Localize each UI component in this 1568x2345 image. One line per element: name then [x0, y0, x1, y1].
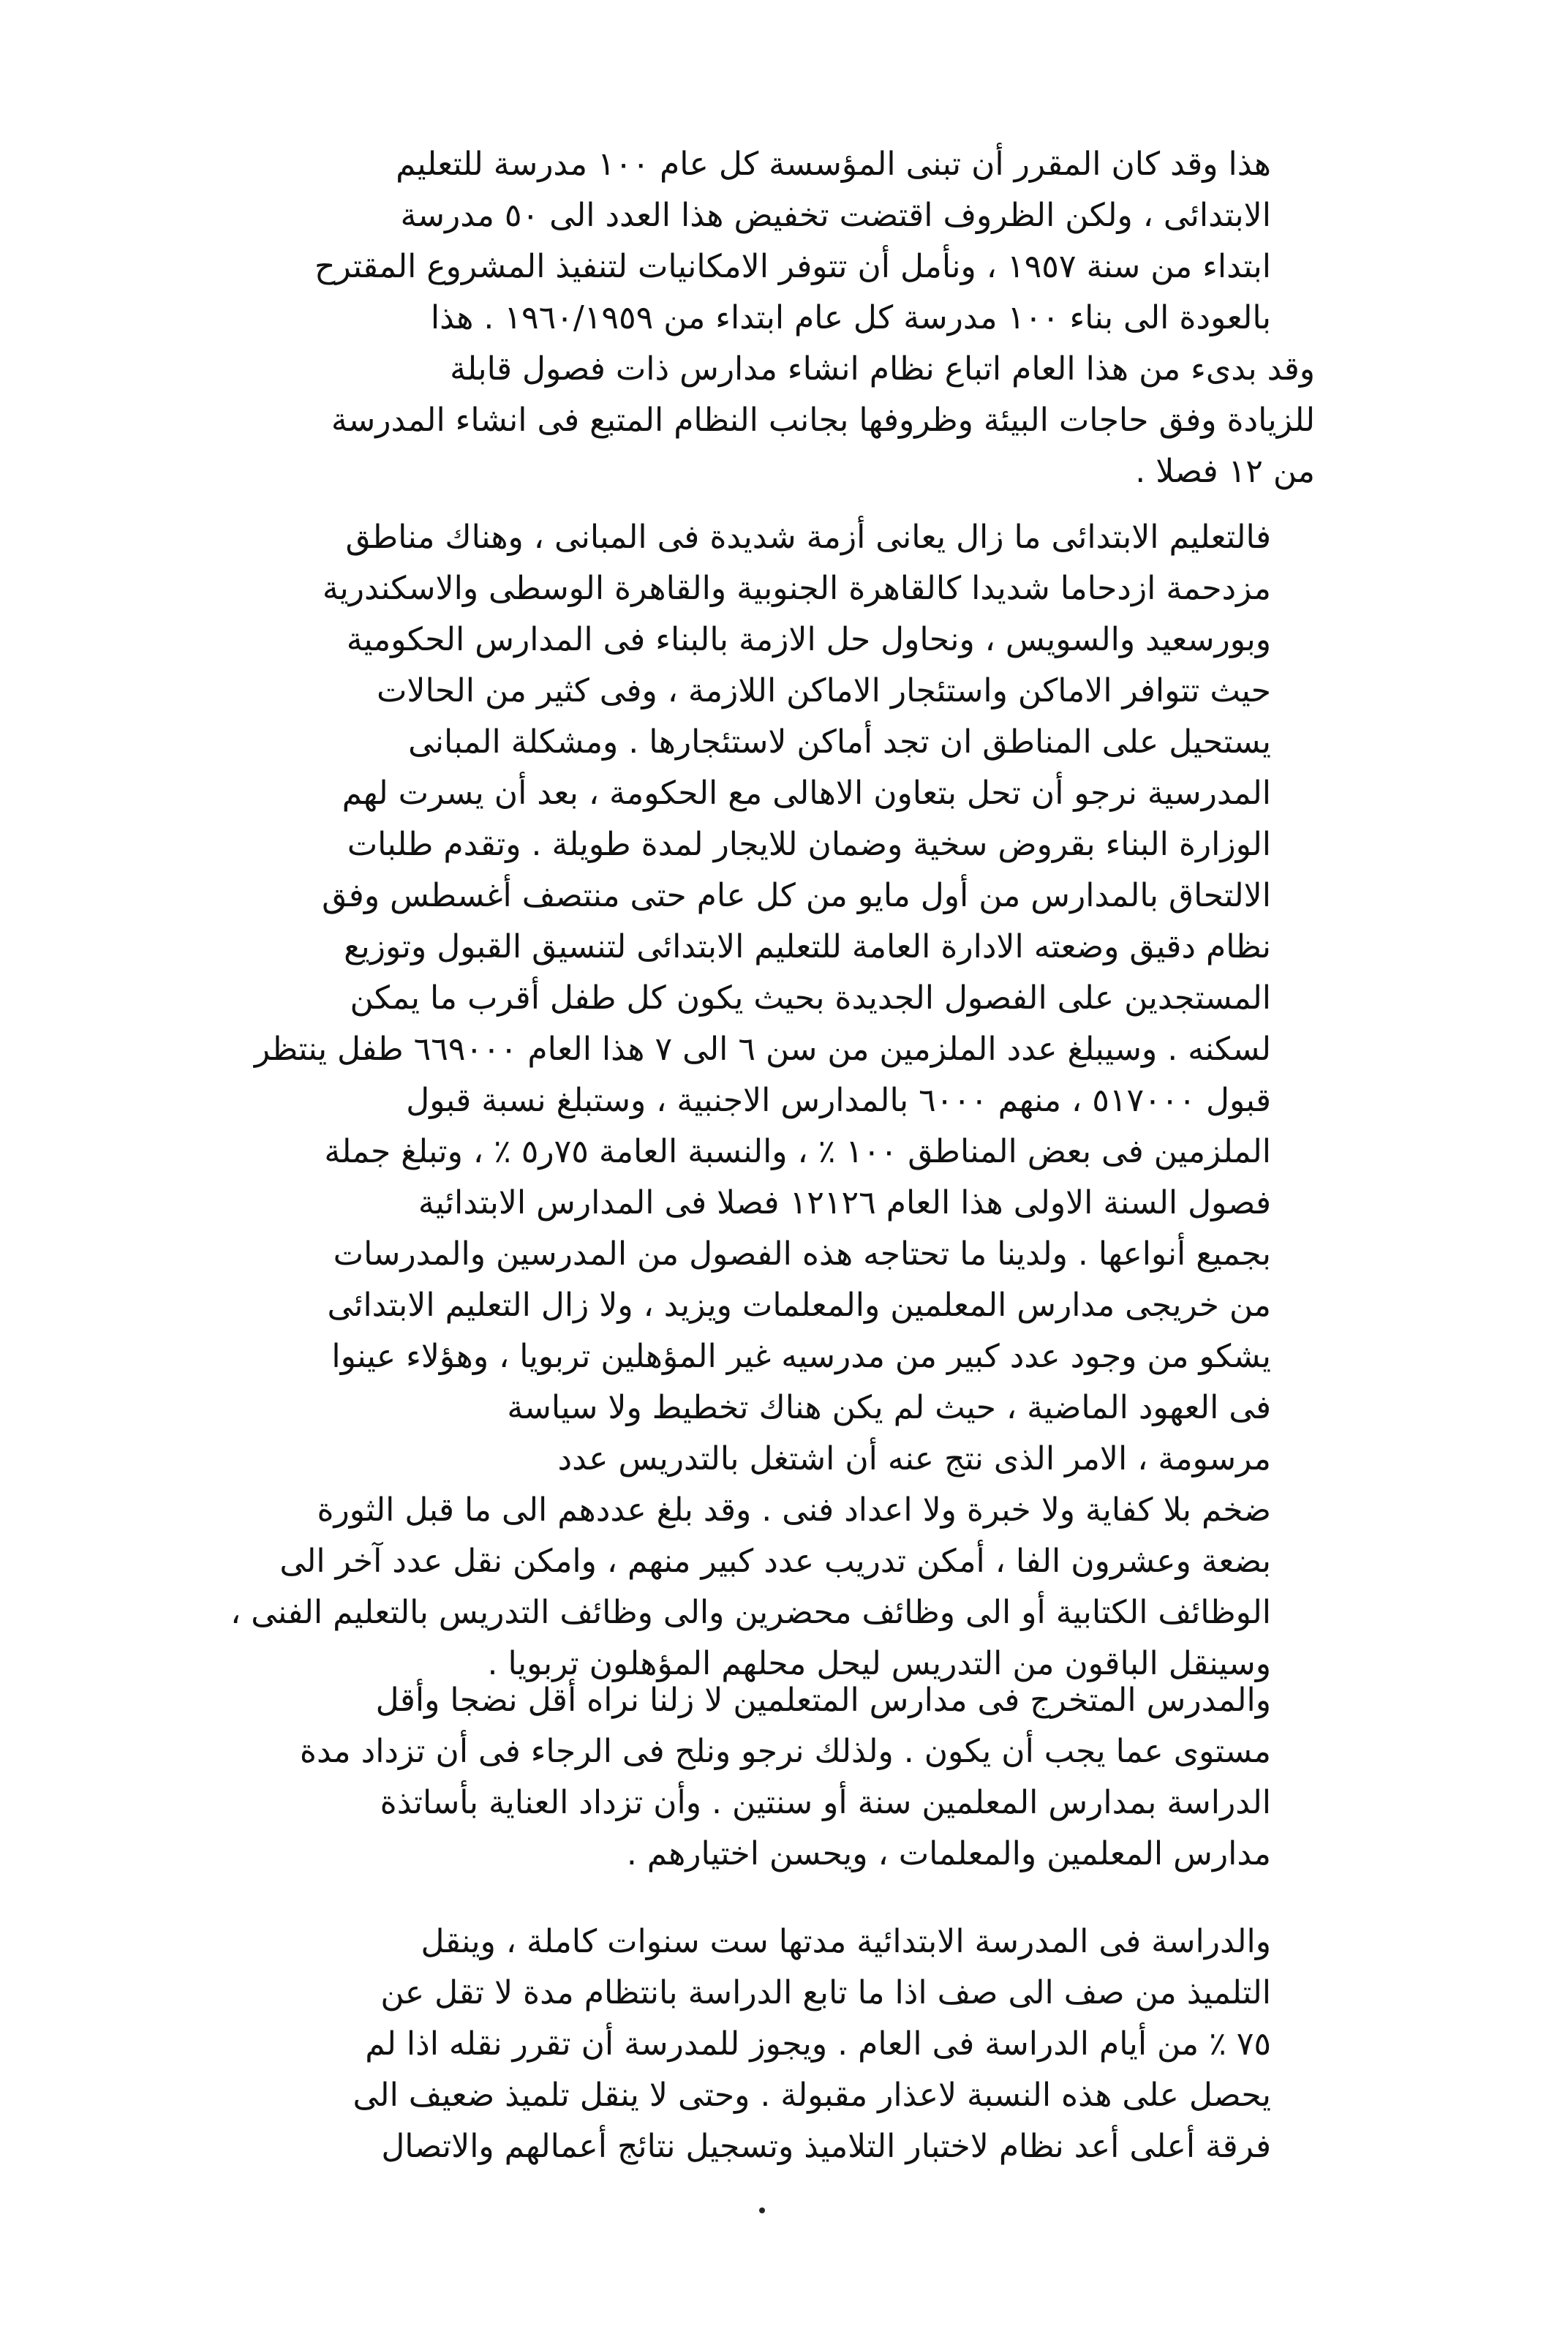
text-line: يحصل على هذه النسبة لاعذار مقبولة . وحتى لا ينقل تلميذ ضعيف الى [353, 2077, 1271, 2114]
text-line: والمدرس المتخرج فى مدارس المتعلمين لا زلنا نراه أقل نضجا وأقل [375, 1682, 1271, 1719]
text-line: قبول ٥١٧٠٠٠ ، منهم ٦٠٠٠ بالمدارس الاجنبية ، وستبلغ نسبة قبول [406, 1082, 1271, 1119]
text-line: الدراسة بمدارس المعلمين سنة أو سنتين . وأن تزداد العناية بأساتذة [380, 1784, 1271, 1821]
text-line: مرسومة ، الامر الذى نتج عنه أن اشتغل بالتدريس عدد [557, 1440, 1271, 1478]
text-line: وبورسعيد والسويس ، ونحاول حل الازمة بالبناء فى المدارس الحكومية [346, 621, 1271, 658]
text-line: يشكو من وجود عدد كبير من مدرسيه غير المؤهلين تربويا ، وهؤلاء عينوا [331, 1338, 1271, 1375]
text-line: مستوى عما يجب أن يكون . ولذلك نرجو ونلح فى الرجاء فى أن تزداد مدة [299, 1733, 1271, 1770]
text-line: من ١٢ فصلا . [1135, 453, 1315, 490]
text-line: يستحيل على المناطق ان تجد أماكن لاستئجارها . ومشكلة المبانى [408, 723, 1271, 761]
text-line: فى العهود الماضية ، حيث لم يكن هناك تخطيط ولا سياسة [507, 1389, 1271, 1426]
text-line: وقد بدىء من هذا العام اتباع نظام انشاء مدارس ذات فصول قابلة [450, 350, 1315, 388]
text-line: والدراسة فى المدرسة الابتدائية مدتها ست سنوات كاملة ، وينقل [421, 1923, 1271, 1960]
text-line: ابتداء من سنة ١٩٥٧ ، ونأمل أن تتوفر الامكانيات لتنفيذ المشروع المقترح [314, 248, 1271, 285]
text-line: مدارس المعلمين والمعلمات ، ويحسن اختيارهم . [626, 1835, 1271, 1872]
text-line: بجميع أنواعها . ولدينا ما تحتاجه هذه الفصول من المدرسين والمدرسات [333, 1235, 1271, 1273]
paragraph-body [211, 1916, 1315, 2172]
text-line: فصول السنة الاولى هذا العام ١٢١٢٦ فصلا فى المدارس الابتدائية [418, 1184, 1271, 1222]
text-line: مزدحمة ازدحاما شديدا كالقاهرة الجنوبية والقاهرة الوسطى والاسكندرية [322, 570, 1271, 607]
text-line: الالتحاق بالمدارس من أول مايو من كل عام حتى منتصف أغسطس وفق [322, 877, 1271, 914]
paragraph-body [211, 344, 1315, 497]
text-line: ضخم بلا كفاية ولا خبرة ولا اعداد فنى . وقد بلغ عددهم الى ما قبل الثورة [317, 1491, 1271, 1529]
text-line: الوزارة البناء بقروض سخية وضمان للايجار لمدة طويلة . وتقدم طلبات [347, 826, 1271, 863]
text-line: التلميذ من صف الى صف اذا ما تابع الدراسة بانتظام مدة لا تقل عن [380, 1974, 1271, 2011]
text-line: وسينقل الباقون من التدريس ليحل محلهم المؤهلون تربويا . [487, 1645, 1271, 1682]
text-line: نظام دقيق وضعته الادارة العامة للتعليم الابتدائى لتنسيق القبول وتوزيع [344, 928, 1271, 966]
text-line: بضعة وعشرون الفا ، أمكن تدريب عدد كبير منهم ، وامكن نقل عدد آخر الى [279, 1543, 1271, 1580]
text-line: الابتدائى ، ولكن الظروف اقتضت تخفيض هذا العدد الى ٥٠ مدرسة [400, 197, 1271, 234]
text-line: فرقة أعلى أعد نظام لاختبار التلاميذ وتسجيل نتائج أعمالهم والاتصال [381, 2128, 1271, 2165]
paragraph-body [211, 1675, 1315, 1880]
text-line: هذا وقد كان المقرر أن تبنى المؤسسة كل عام ١٠٠ مدرسة للتعليم [396, 146, 1271, 183]
paragraph-body [211, 512, 1315, 1690]
text-line: ٧٥ ٪ من أيام الدراسة فى العام . ويجوز للمدرسة أن تقرر نقله اذا لم [365, 2025, 1271, 2063]
paragraph-5 [211, 1916, 1315, 2172]
text-line: لسكنه . وسيبلغ عدد الملزمين من سن ٦ الى ٧ هذا العام ٦٦٩٠٠٠ طفل ينتظر [254, 1031, 1271, 1068]
text-line: حيث تتوافر الاماكن واستئجار الاماكن اللازمة ، وفى كثير من الحالات [377, 672, 1271, 709]
text-line: الوظائف الكتابية أو الى وظائف محضرين والى وظائف التدريس بالتعليم الفنى ، [230, 1594, 1271, 1631]
text-line: المستجدين على الفصول الجديدة بحيث يكون كل طفل أقرب ما يمكن [350, 979, 1271, 1017]
paragraph-4 [211, 1675, 1315, 1880]
text-line: فالتعليم الابتدائى ما زال يعانى أزمة شديدة فى المبانى ، وهناك مناطق [345, 519, 1271, 556]
paragraph-1 [211, 139, 1315, 344]
text-line: بالعودة الى بناء ١٠٠ مدرسة كل عام ابتداء من ١٩٦٠/١٩٥٩ . هذا [430, 299, 1271, 336]
paragraph-2 [211, 344, 1315, 497]
text-line: من خريجى مدارس المعلمين والمعلمات ويزيد ، ولا زال التعليم الابتدائى [327, 1287, 1271, 1324]
paragraph-3 [211, 512, 1315, 1690]
text-line: الملزمين فى بعض المناطق ١٠٠ ٪ ، والنسبة العامة ٧٥ر٥ ٪ ، وتبلغ جملة [324, 1133, 1271, 1170]
page-dot-mark [759, 2207, 765, 2213]
paragraph-body [211, 139, 1315, 344]
text-line: المدرسية نرجو أن تحل بتعاون الاهالى مع الحكومة ، بعد أن يسرت لهم [342, 775, 1271, 812]
text-line: للزيادة وفق حاجات البيئة وظروفها بجانب النظام المتبع فى انشاء المدرسة [331, 402, 1315, 439]
